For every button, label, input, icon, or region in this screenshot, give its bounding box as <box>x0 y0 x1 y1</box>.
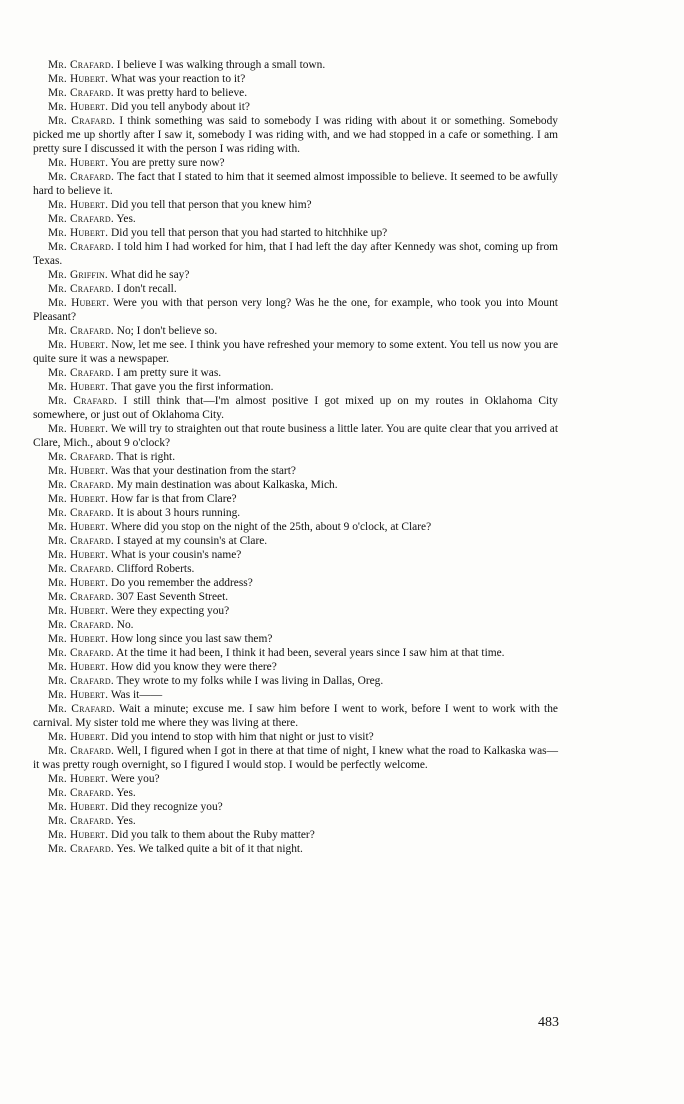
transcript-paragraph <box>33 450 558 464</box>
speaker-label: Mr. Crafard. <box>48 241 115 253</box>
testimony-text: Yes. We talked quite a bit of it that night. <box>116 843 303 855</box>
transcript-paragraph <box>33 268 558 282</box>
testimony-text: Did you talk to them about the Ruby matter? <box>111 829 315 841</box>
testimony-text: I still think that—I'm almost positive I got mixed up on my routes in Oklahoma City somewhere, or just out of Oklahoma City. <box>33 395 558 421</box>
speaker-label: Mr. Crafard. <box>48 703 116 715</box>
transcript-paragraph <box>33 226 558 240</box>
transcript-paragraph <box>33 534 558 548</box>
testimony-text: What did he say? <box>110 269 190 281</box>
speaker-label: Mr. Crafard. <box>48 115 116 127</box>
testimony-text: No. <box>116 619 134 631</box>
speaker-label: Mr. Crafard. <box>48 367 114 379</box>
testimony-text: Yes. <box>116 787 136 799</box>
transcript-paragraph <box>33 702 558 730</box>
speaker-label: Mr. Crafard. <box>48 675 114 687</box>
transcript-paragraph <box>33 338 558 366</box>
testimony-text: I don't recall. <box>116 283 177 295</box>
transcript-paragraph <box>33 170 558 198</box>
testimony-text: Did you tell anybody about it? <box>111 101 250 113</box>
transcript-paragraph <box>33 576 558 590</box>
testimony-text: Wait a minute; excuse me. I saw him before I went to work, before I went to work with the carnival. My sister told me where they was living at there. <box>33 703 558 729</box>
testimony-text: Were they expecting you? <box>110 605 230 617</box>
transcript-paragraph <box>33 674 558 688</box>
testimony-text: You are pretty sure now? <box>110 157 225 169</box>
testimony-text: How long since you last saw them? <box>111 633 273 645</box>
transcript-paragraph <box>33 282 558 296</box>
transcript-paragraph <box>33 380 558 394</box>
page-number: 483 <box>538 1015 559 1030</box>
speaker-label: Mr. Crafard. <box>48 395 118 407</box>
testimony-text: It is about 3 hours running. <box>116 507 241 519</box>
speaker-label: Mr. Crafard. <box>48 87 114 99</box>
testimony-text: Did you tell that person that you knew him? <box>111 199 312 211</box>
speaker-label: Mr. Crafard. <box>48 283 114 295</box>
transcript-paragraph <box>33 828 558 842</box>
speaker-label: Mr. Hubert. <box>48 773 109 785</box>
transcript-paragraph <box>33 800 558 814</box>
transcript-paragraph <box>33 646 558 660</box>
speaker-label: Mr. Hubert. <box>48 493 109 505</box>
testimony-text: 307 East Seventh Street. <box>116 591 229 603</box>
speaker-label: Mr. Hubert. <box>48 731 109 743</box>
transcript-paragraph <box>33 212 558 226</box>
speaker-label: Mr. Hubert. <box>48 227 109 239</box>
transcript-paragraph <box>33 632 558 646</box>
speaker-label: Mr. Hubert. <box>48 297 110 309</box>
speaker-label: Mr. Hubert. <box>48 605 109 617</box>
speaker-label: Mr. Hubert. <box>48 157 109 169</box>
speaker-label: Mr. Hubert. <box>48 521 109 533</box>
testimony-text: No; I don't believe so. <box>116 325 218 337</box>
speaker-label: Mr. Hubert. <box>48 829 109 841</box>
speaker-label: Mr. Crafard. <box>48 843 114 855</box>
testimony-text: I believe I was walking through a small town. <box>116 59 326 71</box>
transcript-paragraph <box>33 688 558 702</box>
testimony-text: We will try to straighten out that route business a little later. You are quite clear that you arrived at Clare, Mich., about 9 o'clock? <box>33 423 558 449</box>
transcript-paragraph <box>33 506 558 520</box>
transcript-paragraph <box>33 114 558 156</box>
testimony-text: My main destination was about Kalkaska, Mich. <box>116 479 338 491</box>
transcript-paragraph <box>33 324 558 338</box>
testimony-text: That gave you the first information. <box>110 381 274 393</box>
testimony-text: How did you know they were there? <box>111 661 277 673</box>
transcript-paragraph <box>33 520 558 534</box>
transcript-paragraph <box>33 548 558 562</box>
transcript-paragraph <box>33 296 558 324</box>
testimony-text: Do you remember the address? <box>111 577 253 589</box>
speaker-label: Mr. Crafard. <box>48 591 114 603</box>
speaker-label: Mr. Crafard. <box>48 535 114 547</box>
testimony-text: Yes. <box>116 815 136 827</box>
speaker-label: Mr. Crafard. <box>48 213 114 225</box>
transcript-paragraph <box>33 240 558 268</box>
speaker-label: Mr. Crafard. <box>48 59 114 71</box>
transcript-paragraph <box>33 422 558 450</box>
speaker-label: Mr. Crafard. <box>48 647 114 659</box>
transcript-paragraph <box>33 464 558 478</box>
testimony-text: What was your reaction to it? <box>110 73 246 85</box>
speaker-label: Mr. Crafard. <box>48 451 114 463</box>
testimony-text: Was that your destination from the start? <box>110 465 296 477</box>
testimony-text: Did they recognize you? <box>111 801 223 813</box>
speaker-label: Mr. Hubert. <box>48 549 109 561</box>
transcript-paragraph <box>33 786 558 800</box>
testimony-text: I stayed at my counsin's at Clare. <box>116 535 268 547</box>
transcript-paragraph <box>33 772 558 786</box>
transcript-paragraph <box>33 660 558 674</box>
speaker-label: Mr. Hubert. <box>48 801 109 813</box>
testimony-text: At the time it had been, I think it had been, several years since I saw him at that time. <box>116 647 505 659</box>
transcript-paragraph <box>33 478 558 492</box>
transcript-paragraph <box>33 730 558 744</box>
testimony-text: How far is that from Clare? <box>111 493 237 505</box>
testimony-text: They wrote to my folks while I was living in Dallas, Oreg. <box>116 675 384 687</box>
transcript-paragraph <box>33 156 558 170</box>
speaker-label: Mr. Hubert. <box>48 199 109 211</box>
speaker-label: Mr. Crafard. <box>48 745 114 757</box>
transcript-paragraph <box>33 198 558 212</box>
transcript-paragraph <box>33 100 558 114</box>
transcript-paragraph <box>33 394 558 422</box>
speaker-label: Mr. Hubert. <box>48 465 109 477</box>
speaker-label: Mr. Hubert. <box>48 381 109 393</box>
transcript-paragraph <box>33 814 558 828</box>
testimony-text: Was it—— <box>110 689 163 701</box>
speaker-label: Mr. Hubert. <box>48 101 109 113</box>
testimony-text: Yes. <box>116 213 136 225</box>
testimony-text: Did you tell that person that you had started to hitchhike up? <box>111 227 388 239</box>
transcript-paragraph <box>33 562 558 576</box>
speaker-label: Mr. Hubert. <box>48 633 109 645</box>
speaker-label: Mr. Crafard. <box>48 787 114 799</box>
transcript-paragraph <box>33 492 558 506</box>
testimony-text: Now, let me see. I think you have refreshed your memory to some extent. You tell us now you are quite sure it was a newspaper. <box>33 339 558 365</box>
speaker-label: Mr. Crafard. <box>48 563 114 575</box>
speaker-label: Mr. Hubert. <box>48 339 109 351</box>
testimony-text: Were you with that person very long? Was he the one, for example, who took you into Mount Pleasant? <box>33 297 558 323</box>
speaker-label: Mr. Crafard. <box>48 619 114 631</box>
testimony-text: Where did you stop on the night of the 25th, about 9 o'clock, at Clare? <box>110 521 432 533</box>
speaker-label: Mr. Hubert. <box>48 689 109 701</box>
testimony-text: It was pretty hard to believe. <box>116 87 248 99</box>
speaker-label: Mr. Hubert. <box>48 73 109 85</box>
transcript-paragraph <box>33 590 558 604</box>
testimony-text: I think something was said to somebody I was riding with about it or something. Somebody picked me up shortly after I saw it, somebody I was riding with, and we had stopped in a cafe or something. I am pretty sure I discussed it with the person I was riding with. <box>33 115 558 155</box>
testimony-text: Well, I figured when I got in there at that time of night, I knew what the road to Kalkaska was—it was pretty rough overnight, so I figured I would stop. I would be perfectly welcome. <box>33 745 558 771</box>
speaker-label: Mr. Hubert. <box>48 661 109 673</box>
transcript-paragraph <box>33 842 558 856</box>
speaker-label: Mr. Crafard. <box>48 815 114 827</box>
testimony-text: Clifford Roberts. <box>116 563 195 575</box>
testimony-text: I told him I had worked for him, that I had left the day after Kennedy was shot, coming up from Texas. <box>33 241 559 267</box>
transcript-body <box>33 58 558 856</box>
testimony-text: The fact that I stated to him that it seemed almost impossible to believe. It seemed to be awfully hard to believe it. <box>33 171 558 197</box>
transcript-paragraph <box>33 72 558 86</box>
transcript-paragraph <box>33 366 558 380</box>
speaker-label: Mr. Crafard. <box>48 479 114 491</box>
speaker-label: Mr. Crafard. <box>48 507 114 519</box>
testimony-text: Were you? <box>110 773 160 785</box>
speaker-label: Mr. Griffin. <box>48 269 108 281</box>
transcript-paragraph <box>33 618 558 632</box>
transcript-paragraph <box>33 604 558 618</box>
transcript-paragraph <box>33 86 558 100</box>
speaker-label: Mr. Crafard. <box>48 325 114 337</box>
testimony-text: What is your cousin's name? <box>110 549 242 561</box>
speaker-label: Mr. Crafard. <box>48 171 115 183</box>
transcript-paragraph <box>33 58 558 72</box>
transcript-paragraph <box>33 744 558 772</box>
speaker-label: Mr. Hubert. <box>48 423 109 435</box>
testimony-text: That is right. <box>116 451 176 463</box>
testimony-text: I am pretty sure it was. <box>116 367 222 379</box>
speaker-label: Mr. Hubert. <box>48 577 109 589</box>
testimony-text: Did you intend to stop with him that night or just to visit? <box>111 731 374 743</box>
